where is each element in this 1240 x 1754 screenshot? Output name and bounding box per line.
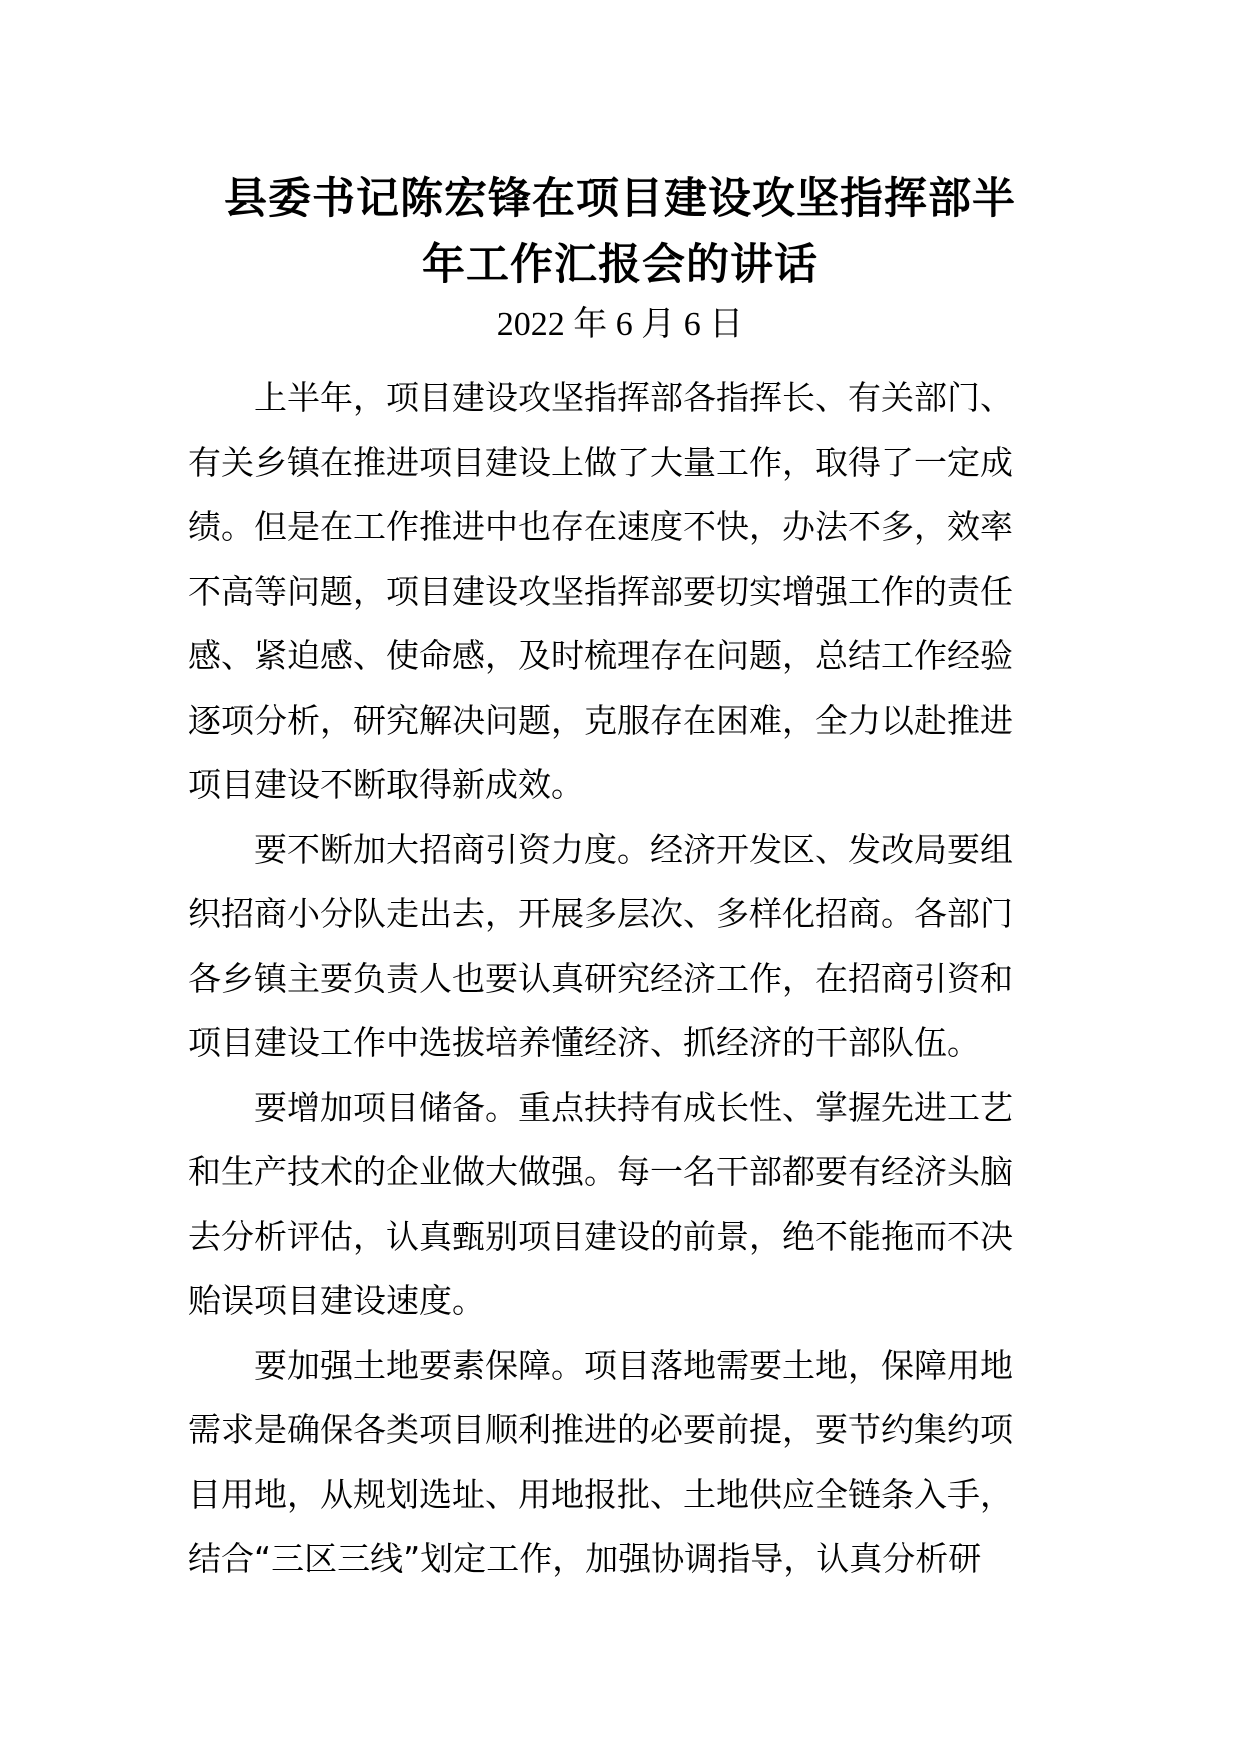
paragraph-line: 要不断加大招商引资力度。经济开发区、发改局要组 — [254, 829, 1013, 869]
document-body — [188, 366, 1052, 1592]
paragraph-3 — [188, 1076, 1052, 1334]
paragraph-line: 和生产技术的企业做大做强。每一名干部都要有经济头脑 — [188, 1152, 1013, 1191]
paragraph-line: 上半年，项目建设攻坚指挥部各指挥长、有关部门、 — [254, 378, 1013, 417]
title-line-2: 年工作汇报会的讲话 — [422, 240, 818, 290]
paragraph-line: 贻误项目建设速度。 — [188, 1281, 485, 1320]
document-title — [180, 166, 1060, 298]
paragraph-line: 不高等问题，项目建设攻坚指挥部要切实增强工作的责任 — [188, 571, 1013, 611]
paragraph-line: 有关乡镇在推进项目建设上做了大量工作，取得了一定成 — [188, 442, 1013, 482]
paragraph-line: 要增加项目储备。重点扶持有成长性、掌握先进工艺 — [254, 1087, 1013, 1127]
paragraph-line: 需求是确保各类项目顺利推进的必要前提，要节约集约项 — [188, 1410, 1013, 1449]
paragraph-line: 感、紧迫感、使命感，及时梳理存在问题，总结工作经验 — [188, 636, 1013, 675]
paragraph-line: 目用地，从规划选址、用地报批、土地供应全链条入手， — [188, 1474, 1013, 1514]
paragraph-line: 结合“三区三线”划定工作，加强协调指导，认真分析研 — [188, 1539, 982, 1578]
title-line-1: 县委书记陈宏锋在项目建设攻坚指挥部半 — [224, 174, 1016, 224]
paragraph-1 — [188, 366, 1052, 818]
paragraph-line: 织招商小分队走出去，开展多层次、多样化招商。各部门 — [188, 894, 1013, 933]
paragraph-line: 各乡镇主要负责人也要认真研究经济工作，在招商引资和 — [188, 958, 1013, 998]
paragraph-line: 去分析评估，认真甄别项目建设的前景，绝不能拖而不决 — [188, 1216, 1013, 1256]
paragraph-line: 绩。但是在工作推进中也存在速度不快，办法不多，效率 — [188, 507, 1013, 546]
document-date: 2022 年 6 月 6 日 — [496, 306, 744, 343]
paragraph-line: 逐项分析，研究解决问题，克服存在困难，全力以赴推进 — [188, 700, 1013, 740]
paragraph-line: 项目建设不断取得新成效。 — [188, 765, 584, 804]
paragraph-4 — [188, 1334, 1052, 1592]
paragraph-line: 项目建设工作中选拔培养懂经济、抓经济的干部队伍。 — [188, 1023, 980, 1062]
paragraph-line: 要加强土地要素保障。项目落地需要土地，保障用地 — [254, 1345, 1013, 1385]
paragraph-2 — [188, 818, 1052, 1076]
